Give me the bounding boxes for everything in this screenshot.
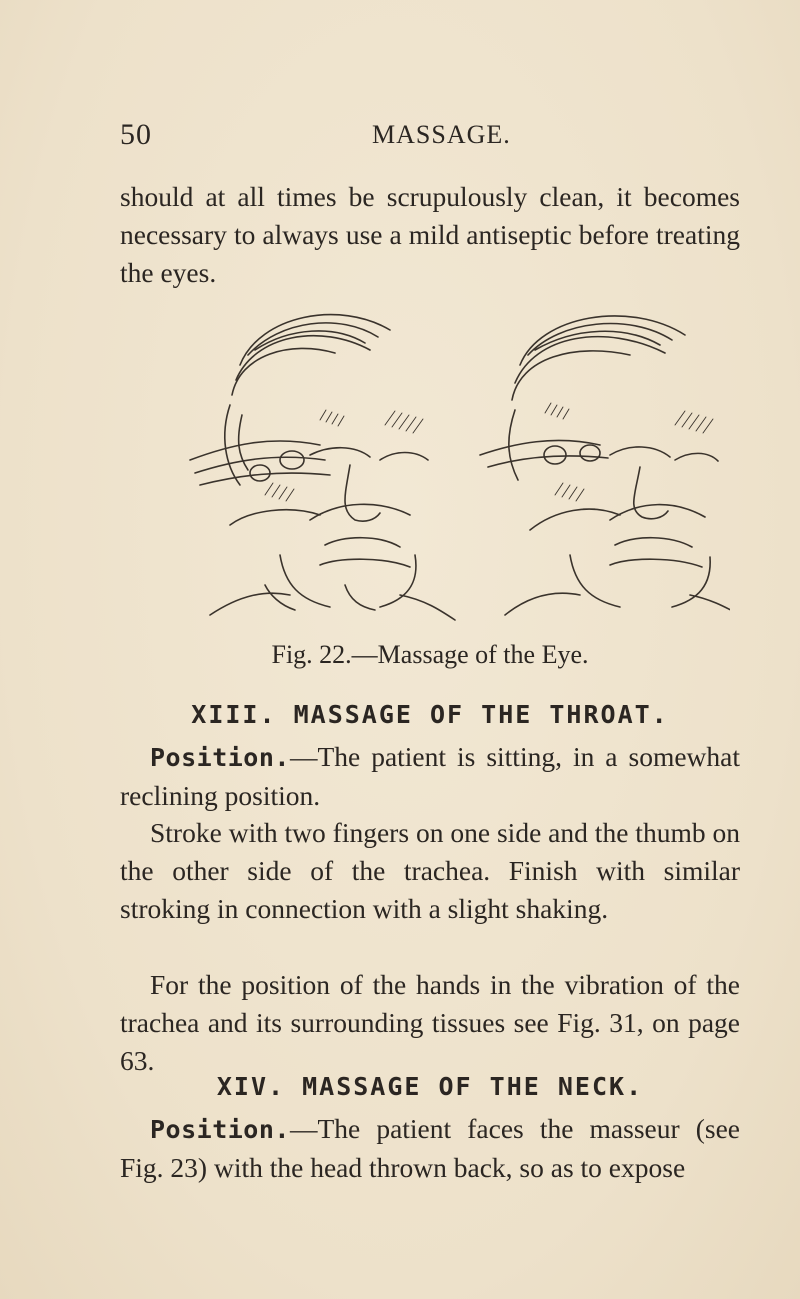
page-number: 50: [120, 118, 152, 151]
figure-caption: Fig. 22.—Massage of the Eye.: [271, 640, 589, 669]
right-face-drawing: [480, 316, 730, 620]
left-face-drawing: [190, 315, 455, 620]
throat-position-label: Position.: [150, 743, 290, 772]
eye-massage-illustration: [170, 295, 730, 685]
neck-position-text: —The patient faces the masseur (see Fig. 23) with the head thrown back, so as to expose: [120, 1113, 740, 1183]
neck-position-label: Position.: [150, 1115, 290, 1144]
running-head: MASSAGE.: [372, 120, 511, 149]
throat-position-text: —The patient is sitting, in a somewhat reclining position.: [120, 741, 740, 811]
throat-vibration-paragraph: For the position of the hands in the vibration of the trachea and its surrounding tissues see Fig. 31, on page 63.: [120, 969, 740, 1076]
eye-massage-drawing: [170, 295, 730, 635]
intro-paragraph: should at all times be scrupulously clean, it becomes necessary to always use a mild antiseptic before treating the eyes.: [120, 181, 740, 288]
throat-stroke-paragraph: Stroke with two fingers on one side and the thumb on the other side of the trachea. Finish with similar stroking in connection with a slight shaking.: [120, 817, 740, 924]
page-header: [120, 118, 740, 158]
section-heading-throat: XIII. MASSAGE OF THE THROAT.: [191, 700, 669, 729]
neck-position-paragraph: [120, 1110, 740, 1187]
section-heading-neck: XIV. MASSAGE OF THE NECK.: [216, 1072, 644, 1101]
throat-position-paragraph: [120, 738, 740, 815]
